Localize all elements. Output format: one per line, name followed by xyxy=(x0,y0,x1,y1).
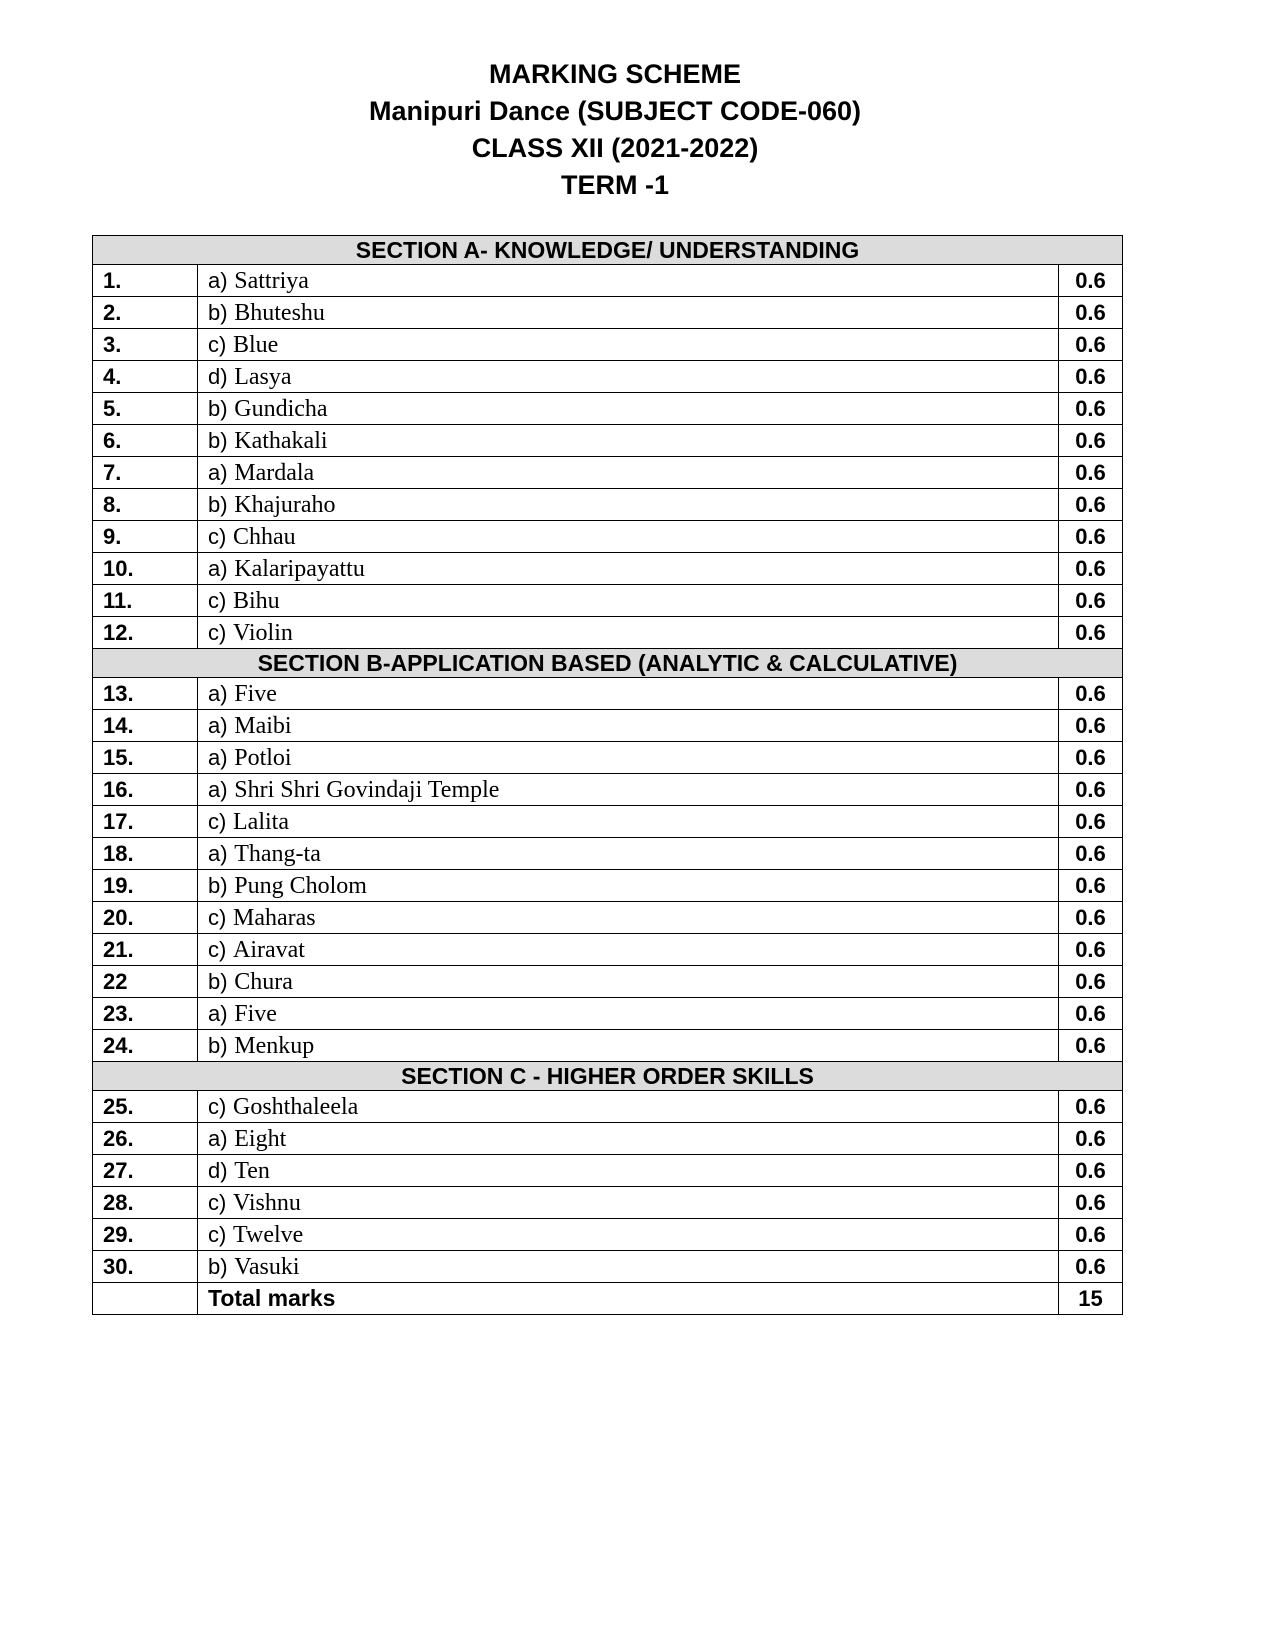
answer-cell xyxy=(198,521,1059,553)
marks-value: 0.6 xyxy=(1058,806,1122,838)
answer-option: b) xyxy=(208,491,228,517)
answer-text: Khajuraho xyxy=(234,491,336,518)
marks-value: 0.6 xyxy=(1058,966,1122,998)
question-number: 9. xyxy=(93,521,198,553)
answer-option: a) xyxy=(208,840,228,866)
answer-text: Vishnu xyxy=(233,1189,301,1216)
marking-scheme-table xyxy=(92,235,1123,1315)
table-row xyxy=(93,553,1123,585)
answer-cell xyxy=(198,297,1059,329)
answer-text: Goshthaleela xyxy=(233,1093,359,1120)
total-value: 15 xyxy=(1058,1283,1122,1315)
question-number: 18. xyxy=(93,838,198,870)
table-row xyxy=(93,521,1123,553)
answer-text: Blue xyxy=(233,331,279,358)
answer-text: Potloi xyxy=(234,744,292,771)
table-row xyxy=(93,425,1123,457)
question-number: 6. xyxy=(93,425,198,457)
table-row xyxy=(93,806,1123,838)
answer-option: a) xyxy=(208,459,228,485)
answer-text: Kalaripayattu xyxy=(234,555,365,582)
question-number: 25. xyxy=(93,1091,198,1123)
answer-option: b) xyxy=(208,872,228,898)
question-number: 3. xyxy=(93,329,198,361)
answer-text: Five xyxy=(234,1000,277,1027)
table-row xyxy=(93,902,1123,934)
table-row xyxy=(93,393,1123,425)
question-number: 7. xyxy=(93,457,198,489)
answer-cell xyxy=(198,393,1059,425)
section-title: SECTION B-APPLICATION BASED (ANALYTIC & CALCULATIVE) xyxy=(93,649,1123,678)
table-row xyxy=(93,742,1123,774)
answer-cell xyxy=(198,617,1059,649)
marks-value: 0.6 xyxy=(1058,265,1122,297)
answer-cell xyxy=(198,774,1059,806)
marks-value: 0.6 xyxy=(1058,329,1122,361)
section-header-row xyxy=(93,649,1123,678)
table-row xyxy=(93,966,1123,998)
document-title: MARKING SCHEME xyxy=(488,59,741,89)
answer-cell xyxy=(198,361,1059,393)
question-number: 2. xyxy=(93,297,198,329)
answer-cell xyxy=(198,489,1059,521)
answer-text: Kathakali xyxy=(234,427,328,454)
question-number: 23. xyxy=(93,998,198,1030)
question-number: 5. xyxy=(93,393,198,425)
table-row xyxy=(93,1091,1123,1123)
table-row xyxy=(93,265,1123,297)
question-number: 29. xyxy=(93,1219,198,1251)
answer-cell xyxy=(198,265,1059,297)
answer-text: Shri Shri Govindaji Temple xyxy=(234,776,500,803)
answer-text: Lasya xyxy=(234,363,292,390)
table-row xyxy=(93,1251,1123,1283)
answer-text: Vasuki xyxy=(234,1253,300,1280)
table-row xyxy=(93,297,1123,329)
table-row xyxy=(93,870,1123,902)
question-number: 12. xyxy=(93,617,198,649)
marks-value: 0.6 xyxy=(1058,1219,1122,1251)
answer-cell xyxy=(198,1219,1059,1251)
answer-option: b) xyxy=(208,1032,228,1058)
marks-value: 0.6 xyxy=(1058,998,1122,1030)
question-number: 10. xyxy=(93,553,198,585)
answer-cell xyxy=(198,806,1059,838)
answer-option: b) xyxy=(208,1253,228,1279)
answer-cell xyxy=(198,678,1059,710)
answer-option: c) xyxy=(208,331,227,357)
answer-option: a) xyxy=(208,744,228,770)
marks-value: 0.6 xyxy=(1058,553,1122,585)
answer-text: Menkup xyxy=(234,1032,315,1059)
answer-text: Five xyxy=(234,680,277,707)
answer-cell xyxy=(198,329,1059,361)
marks-value: 0.6 xyxy=(1058,710,1122,742)
marking-scheme-body xyxy=(93,236,1123,1315)
section-title: SECTION C - HIGHER ORDER SKILLS xyxy=(93,1062,1123,1091)
answer-option: a) xyxy=(208,1000,228,1026)
table-row xyxy=(93,838,1123,870)
question-number: 8. xyxy=(93,489,198,521)
answer-cell xyxy=(198,1030,1059,1062)
answer-text: Maharas xyxy=(233,904,316,931)
table-row xyxy=(93,774,1123,806)
answer-option: a) xyxy=(208,776,228,802)
answer-cell xyxy=(198,1187,1059,1219)
marks-value: 0.6 xyxy=(1058,457,1122,489)
question-number: 19. xyxy=(93,870,198,902)
marks-value: 0.6 xyxy=(1058,678,1122,710)
question-number: 22 xyxy=(93,966,198,998)
answer-cell xyxy=(198,553,1059,585)
answer-option: b) xyxy=(208,299,228,325)
answer-option: c) xyxy=(208,1189,227,1215)
answer-text: Eight xyxy=(234,1125,287,1152)
answer-text: Violin xyxy=(233,619,293,646)
answer-cell xyxy=(198,1123,1059,1155)
answer-option: a) xyxy=(208,1125,228,1151)
table-row xyxy=(93,489,1123,521)
section-title: SECTION A- KNOWLEDGE/ UNDERSTANDING xyxy=(93,236,1123,265)
answer-cell xyxy=(198,457,1059,489)
answer-cell xyxy=(198,998,1059,1030)
marks-value: 0.6 xyxy=(1058,1123,1122,1155)
table-row xyxy=(93,617,1123,649)
answer-cell xyxy=(198,838,1059,870)
answer-option: c) xyxy=(208,808,227,834)
question-number: 27. xyxy=(93,1155,198,1187)
answer-cell xyxy=(198,742,1059,774)
table-row xyxy=(93,1219,1123,1251)
question-number: 1. xyxy=(93,265,198,297)
answer-text: Chhau xyxy=(233,523,296,550)
answer-option: a) xyxy=(208,555,228,581)
marks-value: 0.6 xyxy=(1058,489,1122,521)
answer-text: Bihu xyxy=(233,587,280,614)
marks-value: 0.6 xyxy=(1058,1091,1122,1123)
answer-text: Lalita xyxy=(233,808,289,835)
answer-text: Airavat xyxy=(233,936,305,963)
marks-value: 0.6 xyxy=(1058,521,1122,553)
term-line: TERM -1 xyxy=(561,170,669,200)
question-number: 11. xyxy=(93,585,198,617)
answer-option: a) xyxy=(208,267,228,293)
answer-option: c) xyxy=(208,619,227,645)
total-empty-cell xyxy=(93,1283,198,1315)
answer-option: c) xyxy=(208,1093,227,1119)
answer-text: Pung Cholom xyxy=(234,872,367,899)
question-number: 21. xyxy=(93,934,198,966)
table-row xyxy=(93,585,1123,617)
answer-option: d) xyxy=(208,363,228,389)
answer-option: c) xyxy=(208,523,227,549)
table-row xyxy=(93,361,1123,393)
question-number: 15. xyxy=(93,742,198,774)
table-row xyxy=(93,710,1123,742)
answer-text: Thang-ta xyxy=(234,840,321,867)
answer-text: Maibi xyxy=(234,712,292,739)
answer-text: Chura xyxy=(234,968,293,995)
table-row xyxy=(93,998,1123,1030)
marks-value: 0.6 xyxy=(1058,742,1122,774)
table-row xyxy=(93,934,1123,966)
answer-text: Ten xyxy=(234,1157,270,1184)
answer-option: c) xyxy=(208,1221,227,1247)
answer-cell xyxy=(198,1091,1059,1123)
marks-value: 0.6 xyxy=(1058,297,1122,329)
table-row xyxy=(93,678,1123,710)
marks-value: 0.6 xyxy=(1058,934,1122,966)
marks-value: 0.6 xyxy=(1058,774,1122,806)
marks-value: 0.6 xyxy=(1058,1155,1122,1187)
marks-value: 0.6 xyxy=(1058,1030,1122,1062)
marks-value: 0.6 xyxy=(1058,617,1122,649)
answer-text: Bhuteshu xyxy=(234,299,325,326)
answer-option: d) xyxy=(208,1157,228,1183)
marks-value: 0.6 xyxy=(1058,870,1122,902)
table-row xyxy=(93,1187,1123,1219)
answer-cell xyxy=(198,1251,1059,1283)
table-row xyxy=(93,457,1123,489)
answer-option: c) xyxy=(208,904,227,930)
document-header xyxy=(0,56,1230,204)
marks-value: 0.6 xyxy=(1058,838,1122,870)
question-number: 30. xyxy=(93,1251,198,1283)
marks-value: 0.6 xyxy=(1058,361,1122,393)
marks-value: 0.6 xyxy=(1058,393,1122,425)
answer-text: Twelve xyxy=(233,1221,304,1248)
marks-value: 0.6 xyxy=(1058,585,1122,617)
question-number: 4. xyxy=(93,361,198,393)
answer-option: b) xyxy=(208,968,228,994)
table-row xyxy=(93,1155,1123,1187)
answer-cell xyxy=(198,870,1059,902)
answer-option: a) xyxy=(208,712,228,738)
answer-cell xyxy=(198,710,1059,742)
answer-text: Mardala xyxy=(234,459,315,486)
question-number: 20. xyxy=(93,902,198,934)
answer-option: a) xyxy=(208,680,228,706)
answer-cell xyxy=(198,902,1059,934)
answer-cell xyxy=(198,585,1059,617)
answer-cell xyxy=(198,966,1059,998)
marks-value: 0.6 xyxy=(1058,425,1122,457)
answer-cell xyxy=(198,934,1059,966)
subject-line: Manipuri Dance (SUBJECT CODE-060) xyxy=(368,96,862,126)
total-label: Total marks xyxy=(198,1283,1059,1315)
answer-option: b) xyxy=(208,427,228,453)
answer-text: Gundicha xyxy=(234,395,328,422)
table-row xyxy=(93,329,1123,361)
answer-text: Sattriya xyxy=(234,267,309,294)
question-number: 14. xyxy=(93,710,198,742)
answer-option: c) xyxy=(208,936,227,962)
answer-option: c) xyxy=(208,587,227,613)
question-number: 16. xyxy=(93,774,198,806)
answer-option: b) xyxy=(208,395,228,421)
table-row xyxy=(93,1123,1123,1155)
class-line: CLASS XII (2021-2022) xyxy=(471,133,759,163)
table-row xyxy=(93,1030,1123,1062)
answer-cell xyxy=(198,425,1059,457)
marks-value: 0.6 xyxy=(1058,902,1122,934)
question-number: 26. xyxy=(93,1123,198,1155)
answer-cell xyxy=(198,1155,1059,1187)
marks-value: 0.6 xyxy=(1058,1251,1122,1283)
total-row xyxy=(93,1283,1123,1315)
section-header-row xyxy=(93,1062,1123,1091)
section-header-row xyxy=(93,236,1123,265)
marks-value: 0.6 xyxy=(1058,1187,1122,1219)
question-number: 28. xyxy=(93,1187,198,1219)
question-number: 17. xyxy=(93,806,198,838)
question-number: 24. xyxy=(93,1030,198,1062)
question-number: 13. xyxy=(93,678,198,710)
